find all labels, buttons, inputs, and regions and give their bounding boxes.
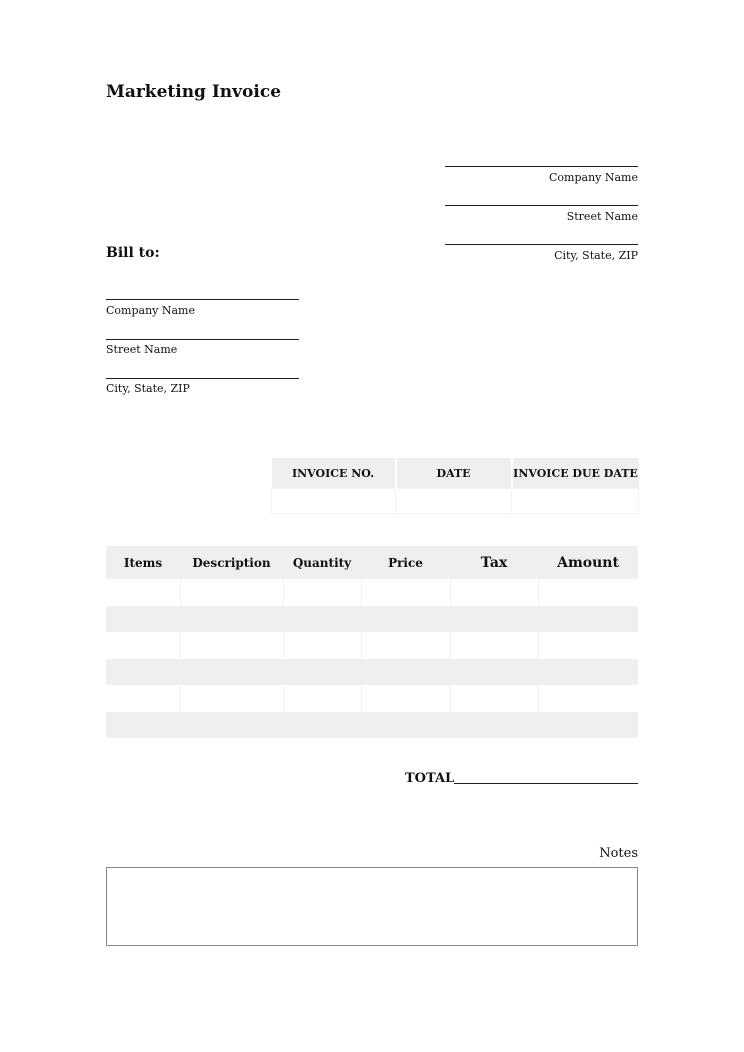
quantity-cell[interactable]: [283, 685, 361, 712]
items-cell[interactable]: [106, 606, 180, 633]
price-cell[interactable]: [361, 579, 450, 606]
quantity-cell[interactable]: [283, 579, 361, 606]
from-company-line[interactable]: [445, 166, 638, 167]
description-cell[interactable]: [180, 685, 283, 712]
items-header-row: [106, 546, 638, 579]
amount-header: Amount: [538, 546, 638, 579]
invoice-meta-header-row: [272, 458, 639, 489]
tax-header: Tax: [450, 546, 538, 579]
amount-cell[interactable]: [538, 606, 638, 633]
tax-cell[interactable]: [450, 606, 538, 633]
amount-cell[interactable]: [538, 712, 638, 739]
quantity-header: Quantity: [283, 546, 361, 579]
from-company-label: Company Name: [549, 171, 638, 184]
invoice-meta-table: [271, 458, 639, 514]
amount-cell[interactable]: [538, 632, 638, 659]
items-header: Items: [106, 546, 180, 579]
items-cell[interactable]: [106, 712, 180, 739]
invoice-number-cell[interactable]: [272, 489, 396, 514]
description-cell[interactable]: [180, 632, 283, 659]
items-cell[interactable]: [106, 632, 180, 659]
table-row: [106, 685, 638, 712]
notes-box[interactable]: [106, 867, 638, 946]
tax-cell[interactable]: [450, 579, 538, 606]
bill-to-company-label: Company Name: [106, 304, 195, 317]
description-header: Description: [180, 546, 283, 579]
price-header: Price: [361, 546, 450, 579]
from-street-label: Street Name: [566, 210, 638, 223]
items-cell[interactable]: [106, 659, 180, 686]
items-cell[interactable]: [106, 685, 180, 712]
bill-to-title: Bill to:: [106, 245, 160, 261]
invoice-number-header: INVOICE NO.: [272, 458, 396, 489]
bill-to-city-line[interactable]: [106, 378, 299, 379]
price-cell[interactable]: [361, 632, 450, 659]
description-cell[interactable]: [180, 659, 283, 686]
from-street-line[interactable]: [445, 205, 638, 206]
bill-to-company-line[interactable]: [106, 299, 299, 300]
quantity-cell[interactable]: [283, 606, 361, 633]
quantity-cell[interactable]: [283, 659, 361, 686]
table-row: [106, 632, 638, 659]
quantity-cell[interactable]: [283, 632, 361, 659]
date-cell[interactable]: [396, 489, 512, 514]
tax-cell[interactable]: [450, 712, 538, 739]
date-header: DATE: [396, 458, 512, 489]
from-city-line[interactable]: [445, 244, 638, 245]
amount-cell[interactable]: [538, 579, 638, 606]
price-cell[interactable]: [361, 712, 450, 739]
bill-to-street-label: Street Name: [106, 343, 178, 356]
invoice-meta-value-row: [272, 489, 639, 514]
from-city-label: City, State, ZIP: [554, 249, 638, 262]
amount-cell[interactable]: [538, 685, 638, 712]
total-label: TOTAL: [405, 771, 455, 786]
description-cell[interactable]: [180, 712, 283, 739]
items-table: [106, 546, 638, 738]
amount-cell[interactable]: [538, 659, 638, 686]
table-row: [106, 712, 638, 739]
due-date-cell[interactable]: [512, 489, 639, 514]
price-cell[interactable]: [361, 606, 450, 633]
total-line[interactable]: [454, 783, 638, 784]
price-cell[interactable]: [361, 685, 450, 712]
tax-cell[interactable]: [450, 632, 538, 659]
table-row: [106, 659, 638, 686]
description-cell[interactable]: [180, 579, 283, 606]
tax-cell[interactable]: [450, 685, 538, 712]
notes-label: Notes: [599, 846, 638, 861]
quantity-cell[interactable]: [283, 712, 361, 739]
bill-to-city-label: City, State, ZIP: [106, 382, 190, 395]
table-row: [106, 579, 638, 606]
description-cell[interactable]: [180, 606, 283, 633]
price-cell[interactable]: [361, 659, 450, 686]
due-date-header: INVOICE DUE DATE: [512, 458, 639, 489]
bill-to-street-line[interactable]: [106, 339, 299, 340]
invoice-title: Marketing Invoice: [106, 82, 282, 102]
items-cell[interactable]: [106, 579, 180, 606]
tax-cell[interactable]: [450, 659, 538, 686]
table-row: [106, 606, 638, 633]
